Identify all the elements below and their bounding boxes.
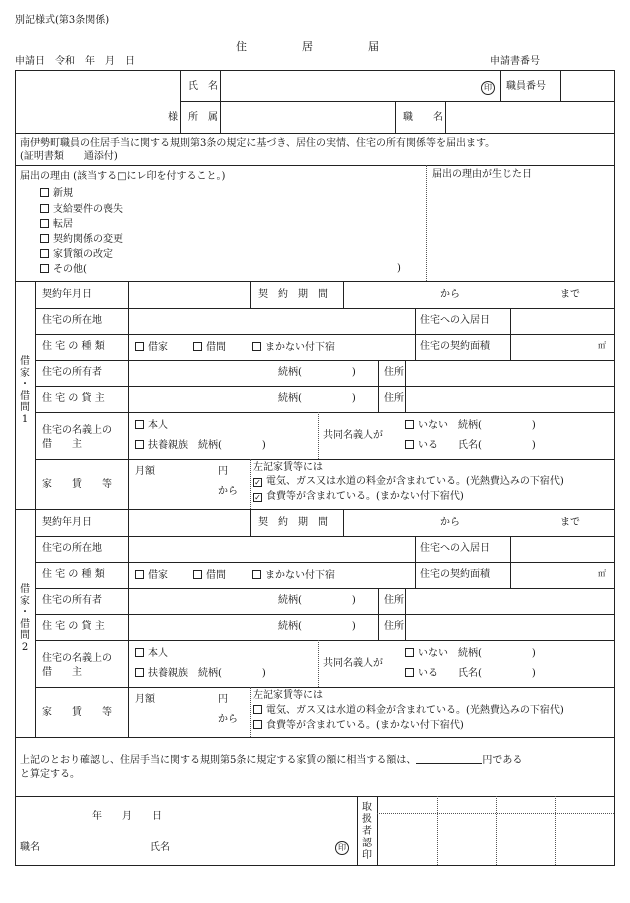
rental1-lender-address: 住所 bbox=[384, 393, 404, 404]
rental2-section-label: 借 家 ・ 借 間 2 bbox=[20, 584, 30, 653]
rental2-yen: 円 bbox=[218, 694, 228, 705]
dept-label: 所 属 bbox=[188, 112, 218, 123]
footer-date: 年 月 日 bbox=[92, 811, 162, 822]
checkbox-icon bbox=[135, 420, 144, 429]
rental1-co-none[interactable]: いない 続柄( ) bbox=[405, 420, 536, 431]
rental2-area-label: 住宅の契約面積 bbox=[420, 569, 490, 580]
rental1-section-label: 借 家 ・ 借 間 1 bbox=[20, 356, 30, 425]
rental2-from: から bbox=[440, 517, 460, 528]
rental2-lender-relation: 続柄( ) bbox=[278, 621, 356, 632]
checkmark-icon: ✓ bbox=[254, 478, 261, 487]
rental1-yen: 円 bbox=[218, 466, 228, 477]
checkbox-icon bbox=[405, 420, 414, 429]
rental1-location-label: 住宅の所在地 bbox=[42, 315, 102, 326]
rental1-lender-label: 住 宅 の 貸 主 bbox=[42, 393, 105, 404]
checkmark-icon: ✓ bbox=[254, 493, 261, 502]
reason-label: 届出の理由 (該当する□にレ印を付すること。) bbox=[20, 171, 226, 182]
rental2-type-house[interactable]: 借家 bbox=[135, 570, 168, 581]
statement-line2: (証明書類 通添付) bbox=[20, 151, 118, 162]
rental2-includes-meals[interactable]: 食費等が含まれている。(まかない付下宿代) bbox=[253, 720, 464, 731]
rental1-includes-meals[interactable]: ✓ 食費等が含まれている。(まかない付下宿代) bbox=[254, 491, 464, 502]
checkbox-icon bbox=[135, 342, 144, 351]
checkbox-icon bbox=[405, 440, 414, 449]
rental1-from: から bbox=[440, 289, 460, 300]
rental1-dependent[interactable]: 扶養親族 続柄( ) bbox=[135, 440, 266, 451]
position-label: 職 名 bbox=[403, 112, 443, 123]
rental1-lender-relation: 続柄( ) bbox=[278, 393, 356, 404]
rental2-self[interactable]: 本人 bbox=[135, 648, 168, 659]
rental1-until: まで bbox=[560, 289, 580, 300]
addressee-suffix: 様 bbox=[168, 112, 178, 123]
rental1-from2: から bbox=[218, 486, 238, 497]
frame-left bbox=[15, 70, 16, 865]
rental1-owner-label: 住宅の所有者 bbox=[42, 367, 102, 378]
rental2-monthly: 月額 bbox=[135, 694, 155, 705]
reason-option-loss[interactable]: 支給要件の喪失 bbox=[40, 204, 123, 215]
rental2-nominal-label: 住宅の名義上の 借 主 bbox=[42, 653, 122, 678]
rental2-move-in-label: 住宅への入居日 bbox=[420, 543, 490, 554]
checkbox-icon bbox=[40, 188, 49, 197]
checkbox-icon bbox=[40, 234, 49, 243]
footer-position-label: 職名 bbox=[20, 842, 40, 853]
reason-option-new[interactable]: 新規 bbox=[40, 188, 73, 199]
checkbox-icon bbox=[252, 570, 261, 579]
reason-date-label: 届出の理由が生じた日 bbox=[432, 169, 532, 180]
checkbox-icon bbox=[405, 648, 414, 657]
rental2-type-label: 住 宅 の 種 類 bbox=[42, 569, 105, 580]
checkbox-icon bbox=[193, 342, 202, 351]
amount-blank[interactable] bbox=[416, 755, 482, 764]
apply-number-label: 申請書番号 bbox=[490, 56, 540, 67]
checkbox-icon bbox=[253, 705, 262, 714]
rental2-includes-title: 左記家賃等には bbox=[253, 690, 323, 701]
checkbox-icon bbox=[135, 668, 144, 677]
rental2-lender-address: 住所 bbox=[384, 621, 404, 632]
reason-option-move[interactable]: 転居 bbox=[40, 219, 73, 230]
rental2-period-label: 契 約 期 間 bbox=[258, 517, 328, 528]
rental1-includes-utilities[interactable]: ✓ 電気、ガス又は水道の料金が含まれている。(光熱費込みの下宿代) bbox=[254, 476, 564, 487]
rental1-area-label: 住宅の契約面積 bbox=[420, 341, 490, 352]
rental2-lender-label: 住 宅 の 貸 主 bbox=[42, 621, 105, 632]
rental1-type-house[interactable]: 借家 bbox=[135, 342, 168, 353]
rental1-includes-title: 左記家賃等には bbox=[253, 462, 323, 473]
confirm-text: 上記のとおり確認し、住居手当に関する規則第5条に規定する家賃の額に相当する額は、 円である bbox=[20, 755, 523, 766]
rental2-dependent[interactable]: 扶養親族 続柄( ) bbox=[135, 668, 266, 679]
checkbox-icon bbox=[193, 570, 202, 579]
reason-option-other[interactable]: その他( bbox=[40, 264, 87, 275]
rental1-owner-relation: 続柄( ) bbox=[278, 367, 356, 378]
rental1-area-unit: ㎡ bbox=[598, 341, 606, 350]
rental1-nominal-label: 住宅の名義上の 借 主 bbox=[42, 425, 122, 450]
checkbox-icon bbox=[253, 720, 262, 729]
rental1-type-boarding[interactable]: まかない付下宿 bbox=[252, 342, 335, 353]
rental2-co-none[interactable]: いない 続柄( ) bbox=[405, 648, 536, 659]
rental1-monthly: 月額 bbox=[135, 466, 155, 477]
rental2-area-unit: ㎡ bbox=[598, 569, 606, 578]
rental1-co-exists[interactable]: いる 氏名( ) bbox=[405, 440, 536, 451]
handler-seal-label: 取 扱 者 認 印 bbox=[362, 802, 372, 861]
rental1-type-room[interactable]: 借間 bbox=[193, 342, 226, 353]
reason-option-contract[interactable]: 契約関係の変更 bbox=[40, 234, 123, 245]
statement-line1: 南伊勢町職員の住居手当に関する規則第3条の規定に基づき、居住の実情、住宅の所有関係等を届出ます。 bbox=[20, 138, 496, 149]
checkbox-icon bbox=[40, 249, 49, 258]
reason-option-rent[interactable]: 家賃額の改定 bbox=[40, 249, 113, 260]
checkbox-icon bbox=[135, 570, 144, 579]
rental1-contract-date-label: 契約年月日 bbox=[42, 289, 92, 300]
rental2-contract-date-label: 契約年月日 bbox=[42, 517, 92, 528]
checkbox-icon bbox=[252, 342, 261, 351]
footer-seal: 印 bbox=[335, 841, 349, 855]
rental2-co-nominee: 共同名義人が bbox=[323, 658, 383, 669]
rental2-owner-relation: 続柄( ) bbox=[278, 595, 356, 606]
rental2-includes-utilities[interactable]: 電気、ガス又は水道の料金が含まれている。(光熱費込みの下宿代) bbox=[253, 705, 564, 716]
reason-other-close: ) bbox=[397, 263, 401, 274]
checkbox-icon bbox=[40, 264, 49, 273]
rental2-co-exists[interactable]: いる 氏名( ) bbox=[405, 668, 536, 679]
rental1-period-label: 契 約 期 間 bbox=[258, 289, 328, 300]
checkbox-icon bbox=[40, 204, 49, 213]
checkbox-icon bbox=[40, 219, 49, 228]
footer-name-label: 氏名 bbox=[150, 842, 170, 853]
rental2-rent-label: 家 賃 等 bbox=[42, 707, 112, 718]
rental2-type-boarding[interactable]: まかない付下宿 bbox=[252, 570, 335, 581]
rental2-owner-address: 住所 bbox=[384, 595, 404, 606]
checkbox-icon bbox=[405, 668, 414, 677]
staff-number-label: 職員番号 bbox=[506, 81, 546, 92]
rental1-type-label: 住 宅 の 種 類 bbox=[42, 341, 105, 352]
rental2-until: まで bbox=[560, 517, 580, 528]
apply-date: 申請日 令和 年 月 日 bbox=[15, 56, 135, 67]
applicant-seal: 印 bbox=[481, 81, 495, 95]
rental1-move-in-label: 住宅への入居日 bbox=[420, 315, 490, 326]
rental1-owner-address: 住所 bbox=[384, 367, 404, 378]
rental1-co-nominee: 共同名義人が bbox=[323, 430, 383, 441]
confirm-text-end: と算定する。 bbox=[20, 769, 80, 780]
rental2-owner-label: 住宅の所有者 bbox=[42, 595, 102, 606]
rental1-rent-label: 家 賃 等 bbox=[42, 479, 112, 490]
rental2-location-label: 住宅の所在地 bbox=[42, 543, 102, 554]
form-title: 住 居 届 bbox=[236, 40, 379, 53]
form-note: 別記様式(第3条関係) bbox=[15, 15, 110, 26]
rental1-self[interactable]: 本人 bbox=[135, 420, 168, 431]
rental2-type-room[interactable]: 借間 bbox=[193, 570, 226, 581]
rental2-from2: から bbox=[218, 714, 238, 725]
frame-right bbox=[614, 70, 615, 865]
checkbox-icon bbox=[135, 440, 144, 449]
checkbox-icon bbox=[135, 648, 144, 657]
name-label: 氏 名 bbox=[188, 81, 218, 92]
